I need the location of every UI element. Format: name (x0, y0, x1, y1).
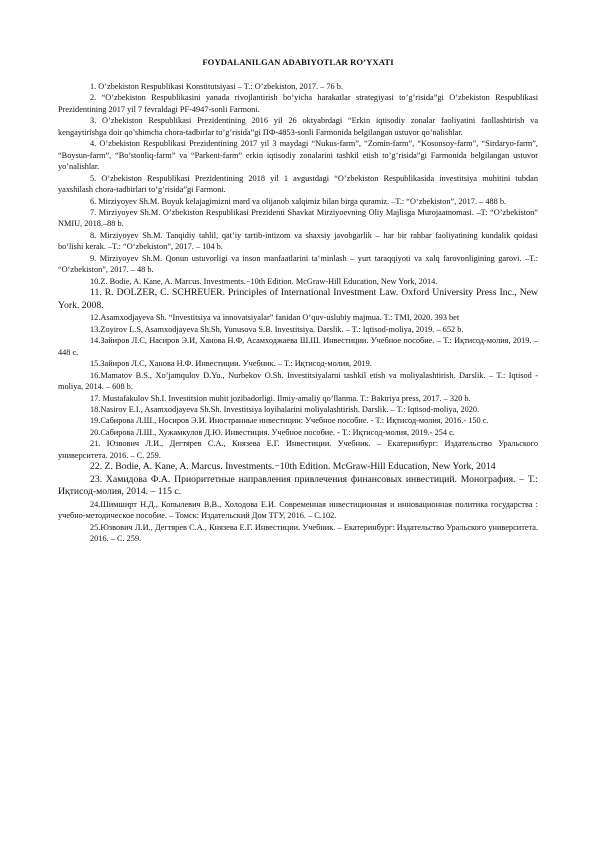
reference-item-11: 11. R. DOLZER, C. SCHREUER. Principles of International Investment Law. Oxford University Press Inc., New York. 2008. (58, 287, 538, 311)
reference-item-19: 19.Сабирова Л.Ш., Носиров Э.И. Иностранные инвестиции: Учебное пособие. - Т.: Иқтисод-молия, 2016.- 150 с. (90, 416, 489, 426)
reference-item-2: 2. “O’zbekiston Respublikasini yanada rivojlantirish bo’yicha harakatlar strategiyasi to’g’risida”gi O’zbekiston Respublikasi Prezidentining 2017 yil 7 fevraldagi PF-4947-sonli Farmoni. (58, 93, 538, 114)
reference-item-4: 4. O’zbekiston Respublikasi Prezidentining 2017 yil 3 maydagi “Nukus-farm”, “Zomin-farm”, “Kosonsoy-farm”, “Sirdaryo-farm”, “Boysun-farm”, “Bo’stonliq-farm” va “Parkent-farm” erkin iqtisodiy zonalarini tashkil etish to’g’risida”gi Farmonida belgilangan ustuvor yo’nalishlar. (58, 139, 538, 172)
reference-item-10: 10.Z. Bodie, A. Kane, A. Marcus. Investments.−10th Edition. McGraw-Hill Education, New York, 2014. (90, 276, 438, 286)
reference-item-15: 15.Зайиров Л.С, Ханова Н.Ф. Инвестиции. Учебник. – Т.: Иқтисод-молия, 2019. (90, 359, 372, 369)
reference-item-25: 25.Юзвович Л.И., Дегтярев С.А., Князева Е.Г. Инвестиции. Учебник. – Екатеринбург: Издательство Уральского университета. 2016. – С. 259. (90, 522, 538, 544)
reference-item-6: 6. Mirziyoyev Sh.M. Buyuk kelajagimizni mard va olijanob xalqimiz bilan birga quramiz. –T.: “O‘zbekiston”, 2017. – 488 b. (90, 196, 507, 206)
reference-list (58, 81, 538, 545)
reference-item-21: 21. Юзвович Л.И., Дегтярев С.А., Князева Е.Г. Инвестиции. Учебник. – Екатеринбург: Издательство Уральского университета. 2016. – С. 259. (58, 439, 538, 460)
reference-item-22: 22. Z. Bodie, A. Kane, A. Marcus. Investments.−10th Edition. McGraw-Hill Education, New York, 2014 (90, 461, 496, 473)
reference-item-20: 20.Сабирова Л.Ш., Хужамкулов Д.Ю. Инвестиция. Учебное пособие. - Т.: Иқтисод-молия, 2019.- 254 с. (90, 427, 455, 437)
reference-item-9: 9. Mirziyoyev Sh.M. Qonun ustuvorligi va inson manfaatlarini ta‘minlash – yurt taraqqiyoti va xalq farovonligining garovi. –T.: “O‘zbekiston”, 2017. – 48 b. (58, 253, 538, 275)
reference-item-5: 5. O’zbekiston Respublikasi Prezidentining 2018 yil 1 avgustdagi “O’zbekiston Respublikasida investitsiya muhitini tubdan yaxshilash chora-tadbirlari to’g’risida”gi Farmoni. (58, 173, 538, 195)
reference-item-8: 8. Mirziyoyev Sh.M. Tanqidiy tahlil, qat’iy tartib-intizom va shaxsiy javobgarlik – har bir rahbar faoliyatining kundalik qoidasi bo‘lishi kerak. –T.: “O‘zbekiston”, 2017. – 104 b. (58, 230, 538, 252)
reference-item-3: 3. O’zbekiston Respublikasi Prezidentining 2016 yil 26 oktyabrdagi “Erkin iqtisodiy zonalar faoliyatini faollashtirish va kengaytirishga doir qo’shimcha chora-tadbirlar to’g’risida”gi ПФ-4853-sonli Farmonida belgilangan ustuvor qo’nalishlar. (58, 116, 538, 137)
reference-item-13: 13.Zoyirov L.S, Asamxodjayeva Sh.Sh, Yunusova S.B. Investitsiya. Darslik. – T.: Iqtisod-moliya, 2019. – 652 b. (90, 324, 464, 334)
reference-item-1: 1. O’zbekiston Respublikasi Konstitutsiyasi – T.: O’zbekiston, 2017. – 76 b. (90, 82, 343, 91)
reference-item-16: 16.Mamatov B.S., Xo’jamqulov D.Yu., Nurbekov O.Sh. Investitsiyalarni tashkil etish va moliyalashtirish. Darslik. – T.: Iqtisod -moliya, 2014. – 608 b. (58, 370, 538, 392)
reference-item-24: 24.Шимширт Н.Д., Копылевич В.В., Холодова Е.И. Современная инвестиционная и инновационная политика государства : учебно-методическое пособие. – Томск: Издательский Дом ТГУ, 2016. – С.102. (58, 500, 538, 521)
reference-item-18: 18.Nasirov E.I., Asamxodjayeva Sh.Sh. Investitsiya loyihalarini moliyalashtirish. Darslik. – T.: Iqtisod-moliya, 2020. (90, 404, 480, 414)
page-title: FOYDALANILGAN ADABIYOTLAR RO’YXATI (202, 57, 394, 67)
reference-item-7: 7. Mirziyoyev Sh.M. O’zbekiston Respublikasi Prezidenti Shavkat Mirziyoevning Oliy Majlisga Murojaatnomasi. –T: “O’zbekiston” NMIU, 2018.–88 b. (58, 207, 538, 229)
reference-item-14: 14.Зайиров Л.С, Насиров Э.И, Ханова Н.Ф, Асамходжаева Ш.Ш. Инвестиции. Учебное пособие. – Т.: Иқтисод-молия, 2019. – 448 с. (58, 336, 538, 357)
reference-item-17: 17. Mustafakulov Sh.I. Investitsion muhit jozibadorligi. Ilmiy-amaliy qo’llanma. T.: Baktriya press, 2017. – 320 b. (90, 393, 471, 403)
reference-item-23: 23. Хамидова Ф.А. Приоритетные направления привлечения финансовых инвестиций. Монография. – Т.: Иқтисод-молия, 2014. – 115 с. (58, 473, 538, 498)
reference-item-12: 12.Asamxodjayeva Sh. “Investitsiya va innovatsiyalar” fanidan O’quv-uslubiy majmua. T.: TMI, 2020. 393 bet (90, 313, 460, 323)
